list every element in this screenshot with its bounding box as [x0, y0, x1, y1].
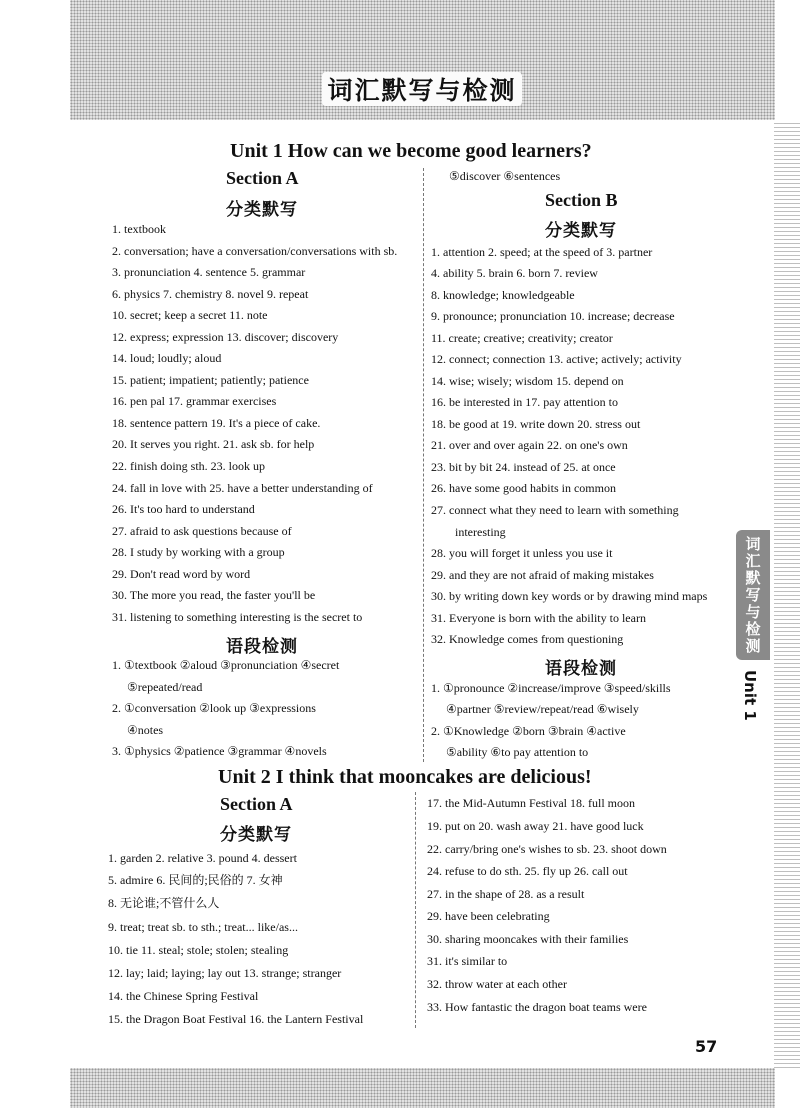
list-item: 8. knowledge; knowledgeable	[431, 288, 575, 302]
unit2-left-category-vocab: 分类默写	[220, 825, 292, 845]
unit1-title: Unit 1 How can we become good learners?	[230, 140, 592, 162]
list-item: 11. create; creative; creativity; creator	[431, 331, 613, 345]
list-item: 12. express; expression 13. discover; discovery	[112, 330, 339, 344]
unit1-column-divider	[423, 168, 424, 762]
unit1-right-category-passage: 语段检测	[545, 659, 617, 679]
list-item: 21. over and over again 22. on one's own	[431, 438, 628, 452]
list-item: 2. ①Knowledge ②born ③brain ④active	[431, 724, 626, 738]
unit2-sectionA-heading: Section A	[220, 794, 293, 814]
list-item: 27. connect what they need to learn with something	[431, 503, 679, 517]
list-item: interesting	[455, 525, 506, 539]
list-item: 30. sharing mooncakes with their families	[427, 932, 629, 946]
list-item: 28. I study by working with a group	[112, 545, 285, 559]
bottom-dotted-band	[70, 1068, 775, 1108]
list-item: 23. bit by bit 24. instead of 25. at once	[431, 460, 616, 474]
page-number: 57	[695, 1037, 718, 1056]
list-item: 14. the Chinese Spring Festival	[108, 989, 259, 1003]
list-item: 9. treat; treat sb. to sth.; treat... like/as...	[108, 920, 298, 934]
list-item: ④notes	[127, 723, 164, 737]
list-item: 27. in the shape of 28. as a result	[427, 887, 585, 901]
list-item: 30. The more you read, the faster you'll be	[112, 588, 316, 602]
list-item: 2. ①conversation ②look up ③expressions	[112, 701, 316, 715]
list-item: 33. How fantastic the dragon boat teams were	[427, 1000, 647, 1014]
list-item: 10. secret; keep a secret 11. note	[112, 308, 268, 322]
list-item: 16. pen pal 17. grammar exercises	[112, 394, 277, 408]
unit2-column-divider	[415, 792, 416, 1028]
list-item: 9. pronounce; pronunciation 10. increase; decrease	[431, 309, 675, 323]
list-item: 24. refuse to do sth. 25. fly up 26. call out	[427, 864, 628, 878]
list-item: 27. afraid to ask questions because of	[112, 524, 292, 538]
list-item: ⑤discover ⑥sentences	[449, 169, 561, 183]
list-item: 28. you will forget it unless you use it	[431, 546, 613, 560]
list-item: ④partner ⑤review/repeat/read ⑥wisely	[446, 702, 639, 716]
unit2-title: Unit 2 I think that mooncakes are delicious!	[218, 766, 592, 788]
list-item: 6. physics 7. chemistry 8. novel 9. repeat	[112, 287, 309, 301]
list-item: 32. Knowledge comes from questioning	[431, 632, 624, 646]
unit1-right-category-vocab: 分类默写	[545, 221, 617, 241]
list-item: 1. ①textbook ②aloud ③pronunciation ④secret	[112, 658, 340, 672]
list-item: 14. loud; loudly; aloud	[112, 351, 222, 365]
unit1-sectionB-heading: Section B	[545, 190, 618, 210]
unit1-left-category-passage: 语段检测	[226, 637, 298, 657]
list-item: 16. be interested in 17. pay attention to	[431, 395, 618, 409]
list-item: 32. throw water at each other	[427, 977, 567, 991]
list-item: 29. and they are not afraid of making mistakes	[431, 568, 654, 582]
list-item: 4. ability 5. brain 6. born 7. review	[431, 266, 598, 280]
list-item: 1. garden 2. relative 3. pound 4. dessert	[108, 851, 297, 865]
list-item: 19. put on 20. wash away 21. have good luck	[427, 819, 644, 833]
list-item: 14. wise; wisely; wisdom 15. depend on	[431, 374, 624, 388]
list-item: 3. ①physics ②patience ③grammar ④novels	[112, 744, 327, 758]
page-header	[322, 72, 522, 106]
list-item: 31. it's similar to	[427, 954, 508, 968]
list-item: 22. finish doing sth. 23. look up	[112, 459, 266, 473]
unit1-sectionA-heading: Section A	[226, 168, 299, 188]
list-item: 22. carry/bring one's wishes to sb. 23. shoot down	[427, 842, 667, 856]
list-item: 15. patient; impatient; patiently; patience	[112, 373, 309, 387]
list-item: 12. lay; laid; laying; lay out 13. strange; stranger	[108, 966, 342, 980]
list-item: 1. textbook	[112, 222, 166, 236]
list-item: 29. Don't read word by word	[112, 567, 251, 581]
list-item: 31. Everyone is born with the ability to learn	[431, 611, 646, 625]
list-item: 10. tie 11. steal; stole; stolen; stealing	[108, 943, 289, 957]
list-item: 5. admire 6. 民间的;民俗的 7. 女神	[108, 873, 283, 887]
list-item: 3. pronunciation 4. sentence 5. grammar	[112, 265, 306, 279]
list-item: 26. have some good habits in common	[431, 481, 616, 495]
right-edge-strip	[774, 120, 800, 1068]
list-item: 17. the Mid-Autumn Festival 18. full moon	[427, 796, 635, 810]
list-item: 18. be good at 19. write down 20. stress out	[431, 417, 641, 431]
page-title: 词汇默写与检测	[327, 76, 517, 105]
list-item: 20. It serves you right. 21. ask sb. for help	[112, 437, 315, 451]
side-tab-label: 词汇默写与检测	[743, 535, 762, 655]
list-item: 2. conversation; have a conversation/conversations with sb.	[112, 244, 398, 258]
list-item: 15. the Dragon Boat Festival 16. the Lantern Festival	[108, 1012, 364, 1026]
side-chapter-tab	[736, 530, 770, 660]
unit1-left-category-vocab: 分类默写	[226, 200, 298, 220]
list-item: 12. connect; connection 13. active; actively; activity	[431, 352, 682, 366]
list-item: ⑤repeated/read	[127, 680, 203, 694]
list-item: 1. attention 2. speed; at the speed of 3. partner	[431, 245, 653, 259]
list-item: 1. ①pronounce ②increase/improve ③speed/skills	[431, 681, 671, 695]
side-unit-label: Unit 1	[741, 670, 759, 721]
list-item: 8. 无论谁;不管什么人	[108, 896, 220, 910]
list-item: ⑤ability ⑥to pay attention to	[446, 745, 589, 759]
list-item: 26. It's too hard to understand	[112, 502, 255, 516]
list-item: 24. fall in love with 25. have a better understanding of	[112, 481, 373, 495]
list-item: 18. sentence pattern 19. It's a piece of cake.	[112, 416, 321, 430]
list-item: 30. by writing down key words or by drawing mind maps	[431, 589, 708, 603]
list-item: 29. have been celebrating	[427, 909, 550, 923]
list-item: 31. listening to something interesting is the secret to	[112, 610, 363, 624]
